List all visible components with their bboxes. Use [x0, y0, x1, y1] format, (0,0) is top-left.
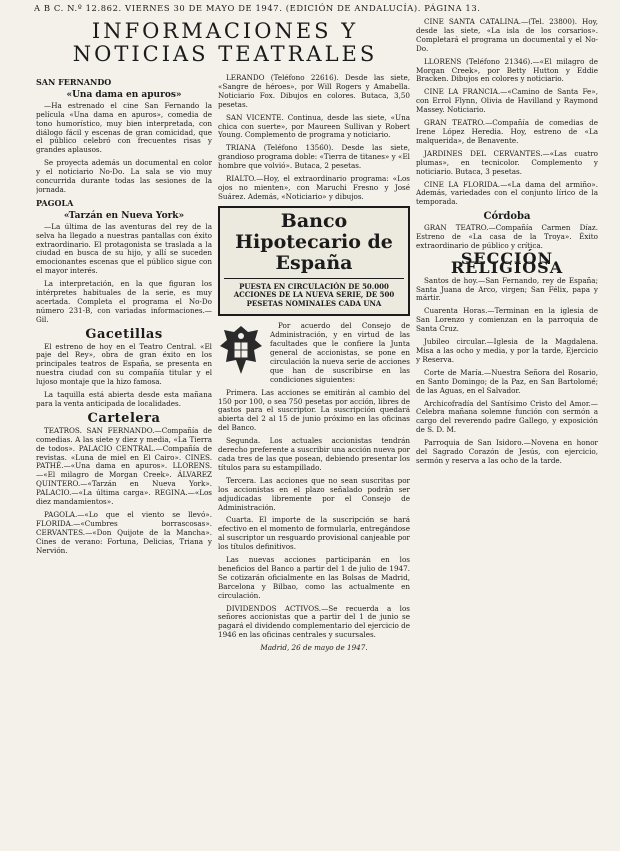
religious-note: Parroquia de San Isidoro.—Novena en honor del Sagrado Corazón de Jesús, con ejercicio, sermón y reserva a las ocho de la tarde.	[416, 438, 598, 465]
article-paragraph: La taquilla está abierta desde esta mañana para la venta anticipada de localidades.	[36, 390, 212, 408]
listing-entry: SAN VICENTE. Continua, desde las siete, «Una chica con suerte», por Maureen Sullivan y Robert Young. Complemento de programa y noticiario.	[218, 112, 410, 140]
listing-entry: CINE LA FLORIDA.—«La dama del armiño». Además, variedades con el conjunto lírico de la temporada.	[416, 179, 598, 207]
divider	[224, 278, 404, 279]
right-column	[416, 18, 598, 848]
article-headline: «Tarzán en Nueva York»	[63, 210, 185, 221]
bank-ad-paragraph: Segunda. Los actuales accionistas tendrán derecho preferente a suscribir una acción nueva por cada tres de las que posean, debiendo presentar los títulos para su estampillado.	[218, 436, 410, 472]
section-subhead: PAGOLA	[36, 197, 74, 208]
section-heading-cartelera: Cartelera	[87, 410, 161, 426]
article-paragraph: El estreno de hoy en el Teatro Central. «El paje del Rey», obra de gran éxito en los principales teatros de España, se presenta en nuestra ciudad con su compañía titular y el lujoso montaje que la hizo famosa.	[36, 341, 212, 387]
running-header: A B C. N.º 12.862. VIERNES 30 DE MAYO DE 1947. (EDICIÓN DE ANDALUCÍA). PÁGINA 13.	[34, 3, 481, 13]
listing-entry: LERANDO (Teléfono 22616). Desde las siete, «Sangre de héroes», por Will Rogers y Amabella. Noticiario Fox. Dibujos en colores. Butaca, 3,50 pesetas.	[218, 74, 410, 109]
listing-entry: GRAN TEATRO.—Compañía Carmen Díaz. Estreno de «La casa de la Troya». Éxito extraordinario de público y crítica.	[416, 223, 598, 250]
article-paragraph: —La última de las aventuras del rey de la selva ha llegado a nuestras pantallas con éxito extraordinario. El protagonista se traslada a la ciudad en busca de su hijo, y allí se suceden emocionantes escenas que el público sigue con el mayor interés.	[36, 221, 212, 276]
listing-entry: CINE LA FRANCIA.—«Camino de Santa Fe», con Errol Flynn, Olivia de Havilland y Raymond Massey. Noticiario.	[416, 87, 598, 115]
bank-ad-paragraph: Por acuerdo del Consejo de Administración, y en virtud de las facultades que le confiere la Junta general de accionistas, se pone en circulación la nueva serie de acciones que han de suscribirse en las condiciones siguientes:	[270, 321, 410, 384]
bank-ad-title: Banco Hipotecario de España	[235, 209, 393, 274]
middle-column	[218, 74, 410, 844]
religious-note: Archicofradía del Santísimo Cristo del Amor.—Celebra mañana solemne función con sermón a cargo del reverendo padre Gallego, y exposición de S. D. M.	[416, 398, 598, 435]
listings-paragraph: PAGOLA.—«Lo que el viento se llevó». FLORIDA.—«Cumbres borrascosas». CERVANTES.—«Don Quijote de la Mancha». Cines de verano: Fortuna, Delicias, Triana y Nervión.	[36, 509, 212, 555]
section-heading-religiosa: SECCIÓN RELIGIOSA	[450, 248, 564, 277]
bank-ad-paragraph: Cuarta. El importe de la suscripción se hará efectivo en el momento de formularla, entregándose al suscriptor un resguardo provisional canjeable por los títulos definitivos.	[218, 515, 410, 552]
masthead-title: INFORMACIONES Y NOTICIAS TEATRALES	[72, 19, 378, 66]
bank-ad-paragraph: Las nuevas acciones participarán en los beneficios del Banco a partir del 1 de julio de 1947. Se cotizarán oficialmente en las Bolsas de Madrid, Barcelona y Bilbao, como las actualmente en circulación.	[218, 555, 410, 600]
bank-ad-paragraph: DIVIDENDOS ACTIVOS.—Se recuerda a los señores accionistas que a partir del 1 de junio se pagará el dividendo complementario del ejercicio de 1946 en las oficinas centrales y sucursales.	[218, 603, 410, 640]
religious-note: Corte de María.—Nuestra Señora del Rosario, en Santo Domingo; de la Paz, en San Bartolomé; de las Aguas, en el Salvador.	[416, 367, 598, 395]
listing-entry: RIALTO.—Hoy, el extraordinario programa: «Los ojos no mienten», con Maruchi Fresno y José Suárez. Además, «Noticiario» y dibujos.	[218, 174, 410, 201]
listing-entry: LLORENS (Teléfono 21346).—«El milagro de Morgan Creek», por Betty Hutton y Eddie Bracken. Dibujos en colores y noticiario.	[416, 56, 598, 84]
listing-entry: GRAN TEATRO.—Compañía de comedias de Irene López Heredia. Hoy, estreno de «La malquerida», de Benavente.	[416, 118, 598, 145]
section-subhead: SAN FERNANDO	[36, 77, 112, 87]
listings-paragraph: TEATROS. SAN FERNANDO.—Compañía de comedias. A las siete y diez y media, «La Tierra de todos». PALACIO CENTRAL.—Compañía de revistas. «Luna de miel en El Cairo». CINES. PATHÉ.—«Una dama en apuros». LLORENS.—«El milagro de Morgan Creek». ÁLVAREZ QUINTERO.—«Tarzán en Nueva York». PALACIO.—«La última carga». REGINA.—«Los diez mandamientos».	[36, 425, 212, 507]
section-heading-gacetillas: Gacetillas	[85, 326, 163, 342]
bank-ad-paragraph: Tercera. Las acciones que no sean suscritas por los accionistas en el plazo señalado podrán ser adjudicadas libremente por el Consejo de Administración.	[218, 475, 410, 512]
bank-ad-signoff: Madrid, 26 de mayo de 1947.	[260, 643, 368, 653]
listing-entry: TRIANA (Teléfono 13560). Desde las siete, grandioso programa doble: «Tierra de titanes» y «El hombre que volvió». Butaca, 2 pesetas.	[218, 143, 410, 171]
left-column	[36, 74, 212, 560]
bank-ad-body	[218, 322, 410, 653]
article-paragraph: Se proyecta además un documental en color y el noticiario No-Do. La sala se vio muy concurrida durante todas las sesiones de la jornada.	[36, 158, 212, 194]
coat-of-arms-icon	[218, 324, 264, 378]
city-heading-cordoba: Córdoba	[483, 211, 531, 223]
listing-entry: CINE SANTA CATALINA.—(Tel. 23800). Hoy, desde las siete, «La isla de los corsarios». Completará el programa un documental y el No-Do.	[416, 18, 598, 53]
bank-ad-paragraph: Primera. Las acciones se emitirán al cambio del 150 por 100, o sea 750 pesetas por acción, libres de gastos para el suscriptor. La suscripción quedará abierta del 2 al 15 de junio próximo en las oficinas del Banco.	[218, 387, 410, 433]
religious-note: Cuarenta Horas.—Terminan en la iglesia de San Lorenzo y comienzan en la parroquia de Santa Cruz.	[416, 306, 598, 334]
bank-advertisement	[218, 206, 410, 317]
bank-ad-notice: PUESTA EN CIRCULACIÓN DE 50.000 ACCIONES DE LA NUEVA SERIE, DE 500 PESETAS NOMINALES CADA UNA	[233, 281, 395, 308]
listing-entry: JARDINES DEL CERVANTES.—«Las cuatro plumas», en tecnicolor. Complemento y noticiario. Butaca, 3 pesetas.	[416, 148, 598, 176]
religious-note: Santos de hoy.—San Fernando, rey de España; Santa Juana de Arco, virgen; San Félix, papa y mártir.	[416, 275, 598, 303]
article-headline: «Una dama en apuros»	[66, 89, 182, 100]
religious-note: Jubileo circular.—Iglesia de la Magdalena. Misa a las ocho y media, y por la tarde, Ejercicio y Reserva.	[416, 337, 598, 364]
article-paragraph: La interpretación, en la que figuran los intérpretes habituales de la serie, es muy acertada. Completa el programa el No-Do número 231-B, con variadas informaciones.—Gil.	[36, 279, 212, 324]
article-paragraph: —Ha estrenado el cine San Fernando la película «Una dama en apuros», comedia de tono humorístico, muy bien interpretada, con diálogo fácil y escenas de gran comicidad, que el público celebró con frecuentes risas y grandes aplausos.	[36, 100, 212, 155]
